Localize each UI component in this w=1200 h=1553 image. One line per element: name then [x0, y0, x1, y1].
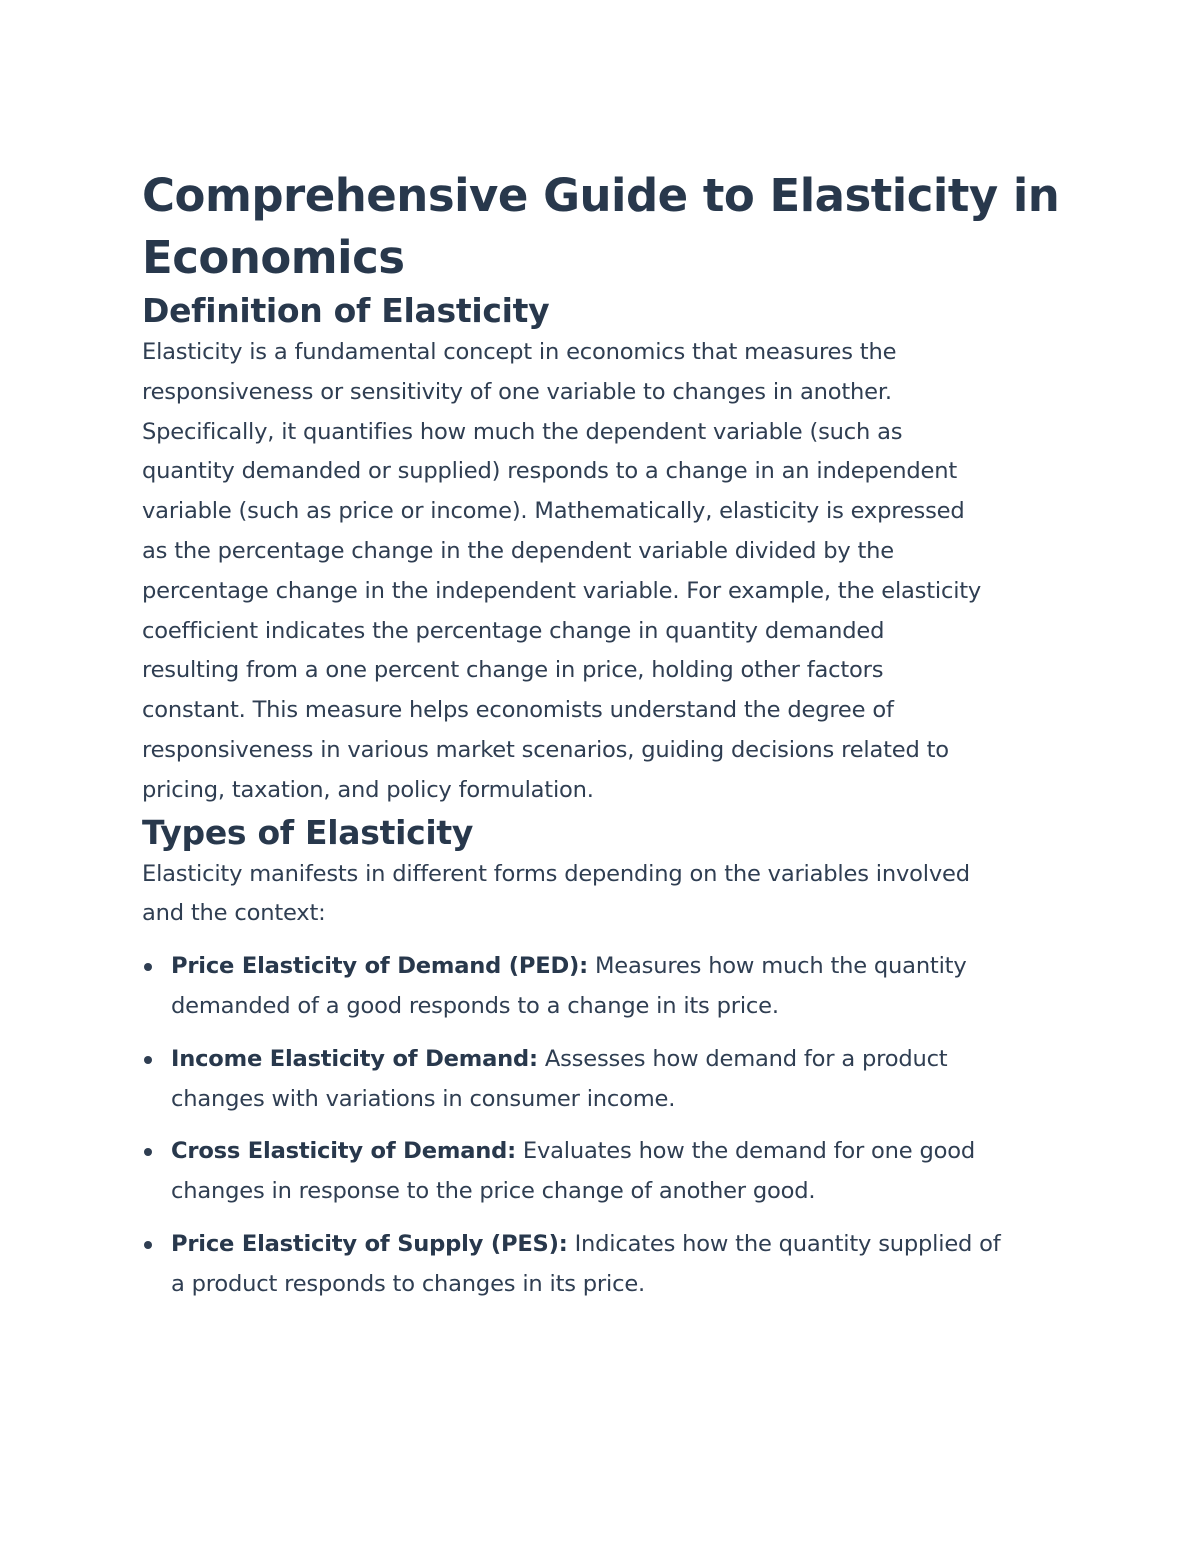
- elasticity-types-list: [142, 947, 1072, 1304]
- list-item-second-line: a product responds to changes in its price.: [171, 1270, 645, 1297]
- list-item-term: Price Elasticity of Demand (PED):: [171, 953, 589, 980]
- list-item-first-line: [171, 947, 1072, 987]
- list-item-second-line: changes in response to the price change of another good.: [171, 1178, 816, 1205]
- list-item: [142, 1040, 1072, 1120]
- list-item-term: Cross Elasticity of Demand:: [171, 1138, 516, 1165]
- section-heading-definition: Definition of Elasticity: [142, 291, 550, 330]
- document-title: [142, 165, 1072, 289]
- paragraph-line: and the context:: [142, 900, 326, 927]
- paragraph-line: coefficient indicates the percentage change in quantity demanded: [142, 617, 885, 644]
- paragraph-line: percentage change in the independent variable. For example, the elasticity: [142, 577, 982, 604]
- paragraph-line: Specifically, it quantifies how much the dependent variable (such as: [142, 418, 903, 445]
- list-item-text: Indicates how the quantity supplied of: [567, 1230, 1001, 1257]
- title-line: Economics: [142, 231, 405, 284]
- title-line: Comprehensive Guide to Elasticity in: [142, 169, 1060, 222]
- list-item-term: Price Elasticity of Supply (PES):: [171, 1230, 568, 1257]
- paragraph-line: constant. This measure helps economists understand the degree of: [142, 697, 894, 724]
- list-item-second-line: changes with variations in consumer income.: [171, 1085, 676, 1112]
- list-item-term: Income Elasticity of Demand:: [171, 1045, 538, 1072]
- paragraph-line: quantity demanded or supplied) responds to a change in an independent: [142, 458, 958, 485]
- list-item-first-line: [171, 1225, 1072, 1265]
- list-item-text: Evaluates how the demand for one good: [515, 1138, 975, 1165]
- list-item: [142, 1132, 1072, 1212]
- paragraph-line: responsiveness in various market scenarios, guiding decisions related to: [142, 736, 949, 763]
- paragraph-line: variable (such as price or income). Mathematically, elasticity is expressed: [142, 498, 965, 525]
- paragraph-line: as the percentage change in the dependent variable divided by the: [142, 537, 894, 564]
- list-item-text: Assesses how demand for a product: [537, 1045, 948, 1072]
- list-item-first-line: [171, 1040, 1072, 1080]
- list-item-text: Measures how much the quantity: [588, 953, 967, 980]
- bullet-icon: [144, 1241, 152, 1249]
- list-item-first-line: [171, 1132, 1072, 1172]
- document-content: [142, 165, 1072, 1318]
- list-item-second-line: demanded of a good responds to a change in its price.: [171, 992, 779, 1019]
- definition-paragraph: [142, 333, 1072, 811]
- list-item: [142, 947, 1072, 1027]
- section-heading-types: Types of Elasticity: [142, 812, 474, 852]
- paragraph-line: Elasticity manifests in different forms depending on the variables involved: [142, 860, 970, 887]
- bullet-icon: [144, 1056, 152, 1064]
- paragraph-line: resulting from a one percent change in price, holding other factors: [142, 657, 884, 684]
- bullet-icon: [144, 1148, 152, 1156]
- list-item: [142, 1225, 1072, 1305]
- paragraph-line: Elasticity is a fundamental concept in economics that measures the: [142, 339, 897, 365]
- bullet-icon: [144, 963, 152, 971]
- paragraph-line: pricing, taxation, and policy formulation.: [142, 776, 594, 803]
- paragraph-line: responsiveness or sensitivity of one variable to changes in another.: [142, 378, 892, 405]
- types-intro-paragraph: [142, 855, 1072, 935]
